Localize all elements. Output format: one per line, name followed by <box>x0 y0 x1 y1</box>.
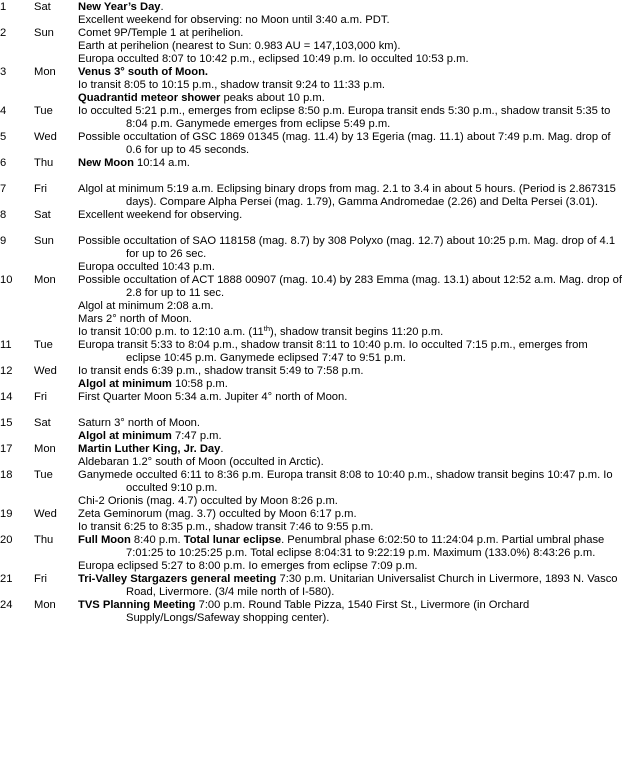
event-text: 7:30 p.m. Unitarian Universalist Church in Livermore, 1893 N. Vasco Road, Livermore. (3/4 mile north of I-580). <box>126 573 618 598</box>
event-line <box>78 66 623 79</box>
calendar-entry <box>0 27 625 66</box>
event-text: Europa occulted 10:43 p.m. <box>78 261 215 273</box>
event-line <box>78 27 623 40</box>
entry-events <box>78 339 623 365</box>
event-text: Ganymede occulted 6:11 to 8:36 p.m. Europa transit 8:08 to 10:40 p.m., shadow transit begins 10:47 p.m. Io occulted 9:10 p.m. <box>78 469 613 494</box>
calendar-entry <box>0 274 625 339</box>
entry-events <box>78 443 623 469</box>
event-line <box>78 105 623 131</box>
entry-spacer <box>0 404 625 417</box>
event-line <box>78 209 623 222</box>
event-text: 7:47 p.m. <box>171 430 222 442</box>
calendar-entry <box>0 573 625 599</box>
entry-events <box>78 105 623 131</box>
entry-events <box>78 209 623 222</box>
ordinal-suffix: th <box>263 324 270 333</box>
event-text: Possible occultation of ACT 1888 00907 (mag. 10.4) by 283 Emma (mag. 13.1) about 12:52 a.m. Mag. drop of 2.8 for up to 11 sec. <box>78 274 622 299</box>
event-text: Chi-2 Orionis (mag. 4.7) occulted by Moon 8:26 p.m. <box>78 495 338 507</box>
calendar-entry <box>0 235 625 274</box>
event-line <box>78 92 623 105</box>
calendar-entry <box>0 417 625 443</box>
event-text: Europa occulted 8:07 to 10:42 p.m., eclipsed 10:49 p.m. Io occulted 10:53 p.m. <box>78 53 469 65</box>
entry-day: 17 <box>0 443 13 455</box>
event-calendar <box>0 1 625 625</box>
entry-day: 9 <box>0 235 7 247</box>
event-line <box>78 339 623 365</box>
calendar-entry <box>0 534 625 573</box>
event-text: Mars 2° north of Moon. <box>78 313 192 325</box>
event-text: . <box>220 443 224 455</box>
calendar-entry <box>0 339 625 365</box>
event-highlight: New Year’s Day <box>78 1 161 13</box>
event-line <box>78 378 623 391</box>
calendar-entry <box>0 131 625 157</box>
event-line <box>78 79 623 92</box>
event-text: Possible occultation of GSC 1869 01345 (mag. 11.4) by 13 Egeria (mag. 11.1) about 7:49 p.m. Mag. drop of 0.6 for up to 45 seconds. <box>78 131 611 156</box>
entry-weekday: Tue <box>34 105 53 117</box>
event-line <box>78 1 623 14</box>
calendar-entry <box>0 469 625 508</box>
event-text: First Quarter Moon 5:34 a.m. Jupiter 4° north of Moon. <box>78 391 348 403</box>
event-highlight: Tri-Valley Stargazers general meeting <box>78 573 277 585</box>
entry-events <box>78 417 623 443</box>
event-line <box>78 40 623 53</box>
event-line <box>78 261 623 274</box>
event-line <box>78 14 623 27</box>
calendar-entry <box>0 391 625 404</box>
event-line <box>78 417 623 430</box>
event-highlight: Algol at minimum <box>78 430 172 442</box>
entry-events <box>78 391 623 404</box>
entry-day: 21 <box>0 573 13 585</box>
event-text: peaks about 10 p.m. <box>220 92 325 104</box>
calendar-entry <box>0 66 625 105</box>
event-text: Zeta Geminorum (mag. 3.7) occulted by Moon 6:17 p.m. <box>78 508 357 520</box>
entry-events <box>78 235 623 274</box>
entry-events <box>78 365 623 391</box>
event-line <box>78 430 623 443</box>
calendar-entry <box>0 508 625 534</box>
event-text: Io occulted 5:21 p.m., emerges from eclipse 8:50 p.m. Europa transit ends 5:30 p.m., shadow transit 5:35 to 8:04 p.m. Ganymede emerges from eclipse 5:49 p.m. <box>78 105 611 130</box>
entry-weekday: Sat <box>34 1 51 13</box>
event-line <box>78 495 623 508</box>
event-text: Excellent weekend for observing: no Moon until 3:40 a.m. PDT. <box>78 14 390 26</box>
calendar-entry <box>0 209 625 222</box>
entry-weekday: Mon <box>34 443 56 455</box>
entry-weekday: Wed <box>34 131 57 143</box>
event-text: Algol at minimum 2:08 a.m. <box>78 300 214 312</box>
calendar-entry <box>0 443 625 469</box>
event-highlight: Venus 3° south of Moon. <box>78 66 209 78</box>
event-text: Io transit 8:05 to 10:15 p.m., shadow transit 9:24 to 11:33 p.m. <box>78 79 386 91</box>
event-line <box>78 365 623 378</box>
event-highlight: Full Moon <box>78 534 131 546</box>
event-line <box>78 573 623 599</box>
entry-day: 11 <box>0 339 12 351</box>
entry-weekday: Tue <box>34 339 53 351</box>
entry-weekday: Mon <box>34 274 56 286</box>
event-text: 10:58 p.m. <box>171 378 228 390</box>
event-line <box>78 326 623 339</box>
entry-weekday: Thu <box>34 534 54 546</box>
calendar-entry <box>0 365 625 391</box>
calendar-entry <box>0 105 625 131</box>
event-line <box>78 599 623 625</box>
entry-day: 19 <box>0 508 13 520</box>
event-line <box>78 391 623 404</box>
entry-day: 7 <box>0 183 7 195</box>
entry-events <box>78 27 623 66</box>
entry-weekday: Sat <box>34 417 51 429</box>
event-text: 7:00 p.m. Round Table Pizza, 1540 First St., Livermore (in Orchard Supply/Longs/Safeway shopping center). <box>126 599 530 624</box>
event-line <box>78 469 623 495</box>
event-line <box>78 443 623 456</box>
entry-spacer <box>0 170 625 183</box>
event-highlight: Martin Luther King, Jr. Day <box>78 443 221 455</box>
event-line <box>78 313 623 326</box>
entry-weekday: Fri <box>34 573 48 585</box>
entry-day: 24 <box>0 599 13 611</box>
event-line <box>78 560 623 573</box>
event-text: Io transit ends 6:39 p.m., shadow transit 5:49 to 7:58 p.m. <box>78 365 364 377</box>
event-text: . Penumbral phase 6:02:50 to 11:24:04 p.m. Partial umbral phase 7:01:25 to 10:25:25 p.m. Total eclipse 8:04:31 to 9:22:19 p.m. Maximum (133.0%) 8:43:26 p.m. <box>126 534 605 559</box>
entry-events <box>78 66 623 105</box>
event-text: Comet 9P/Temple 1 at perihelion. <box>78 27 244 39</box>
event-line <box>78 508 623 521</box>
entry-day: 8 <box>0 209 7 221</box>
entry-spacer <box>0 222 625 235</box>
entry-events <box>78 534 623 573</box>
calendar-entry <box>0 183 625 209</box>
event-line <box>78 456 623 469</box>
entry-weekday: Fri <box>34 391 48 403</box>
event-line <box>78 235 623 261</box>
entry-day: 4 <box>0 105 7 117</box>
entry-events <box>78 469 623 508</box>
entry-day: 12 <box>0 365 13 377</box>
entry-day: 6 <box>0 157 7 169</box>
event-text: Io transit 6:25 to 8:35 p.m., shadow transit 7:46 to 9:55 p.m. <box>78 521 374 533</box>
entry-day: 2 <box>0 27 7 39</box>
entry-day: 18 <box>0 469 13 481</box>
entry-events <box>78 183 623 209</box>
event-text: Europa transit 5:33 to 8:04 p.m., shadow transit 8:11 to 10:40 p.m. Io occulted 7:15 p.m., emerges from eclipse 10:45 p.m. Ganymede eclipsed 7:47 to 9:51 p.m. <box>78 339 588 364</box>
entry-day: 20 <box>0 534 13 546</box>
event-highlight: Quadrantid meteor shower <box>78 92 221 104</box>
entry-weekday: Wed <box>34 365 57 377</box>
event-highlight: Algol at minimum <box>78 378 172 390</box>
entry-events <box>78 274 623 339</box>
entry-events <box>78 1 623 27</box>
event-line <box>78 300 623 313</box>
entry-weekday: Fri <box>34 183 48 195</box>
entry-day: 5 <box>0 131 7 143</box>
event-text: Excellent weekend for observing. <box>78 209 243 221</box>
calendar-entry <box>0 1 625 27</box>
event-highlight: New Moon <box>78 157 134 169</box>
entry-day: 14 <box>0 391 13 403</box>
event-line <box>78 521 623 534</box>
event-line <box>78 53 623 66</box>
event-text: 10:14 a.m. <box>133 157 190 169</box>
entry-events <box>78 573 623 599</box>
event-line <box>78 274 623 300</box>
event-text: Possible occultation of SAO 118158 (mag. 8.7) by 308 Polyxo (mag. 12.7) about 10:25 p.m. Mag. drop of 4.1 for up to 26 sec. <box>78 235 616 260</box>
event-highlight: TVS Planning Meeting <box>78 599 196 611</box>
event-text: Io transit 10:00 p.m. to 12:10 a.m. (11 <box>78 326 264 338</box>
event-line <box>78 157 623 170</box>
entry-weekday: Wed <box>34 508 57 520</box>
event-line <box>78 534 623 560</box>
entry-day: 1 <box>0 1 7 13</box>
event-line <box>78 183 623 209</box>
entry-events <box>78 157 623 170</box>
entry-events <box>78 131 623 157</box>
entry-events <box>78 508 623 534</box>
event-line <box>78 131 623 157</box>
entry-weekday: Sun <box>34 27 54 39</box>
event-text: Earth at perihelion (nearest to Sun: 0.983 AU = 147,103,000 km). <box>78 40 401 52</box>
event-highlight: Total lunar eclipse <box>183 534 282 546</box>
entry-events <box>78 599 623 625</box>
event-text: Saturn 3° north of Moon. <box>78 417 201 429</box>
entry-weekday: Sun <box>34 235 54 247</box>
entry-weekday: Sat <box>34 209 51 221</box>
event-text: Europa eclipsed 5:27 to 8:00 p.m. Io emerges from eclipse 7:09 p.m. <box>78 560 418 572</box>
event-text: . <box>160 1 164 13</box>
event-text: Aldebaran 1.2° south of Moon (occulted in Arctic). <box>78 456 324 468</box>
event-text: Algol at minimum 5:19 a.m. Eclipsing binary drops from mag. 2.1 to 3.4 in about 5 hours. (Period is 2.867315 days). Compare Alpha Persei (mag. 1.79), Gamma Andromedae (2.26) and Delta Persei (3.01). <box>78 183 616 208</box>
entry-weekday: Thu <box>34 157 54 169</box>
entry-weekday: Mon <box>34 66 56 78</box>
event-text: 8:40 p.m. <box>130 534 184 546</box>
entry-weekday: Tue <box>34 469 53 481</box>
calendar-entry <box>0 157 625 170</box>
entry-day: 15 <box>0 417 13 429</box>
calendar-entry <box>0 599 625 625</box>
entry-day: 3 <box>0 66 7 78</box>
entry-day: 10 <box>0 274 13 286</box>
event-text: ), shadow transit begins 11:20 p.m. <box>270 326 444 338</box>
entry-weekday: Mon <box>34 599 56 611</box>
